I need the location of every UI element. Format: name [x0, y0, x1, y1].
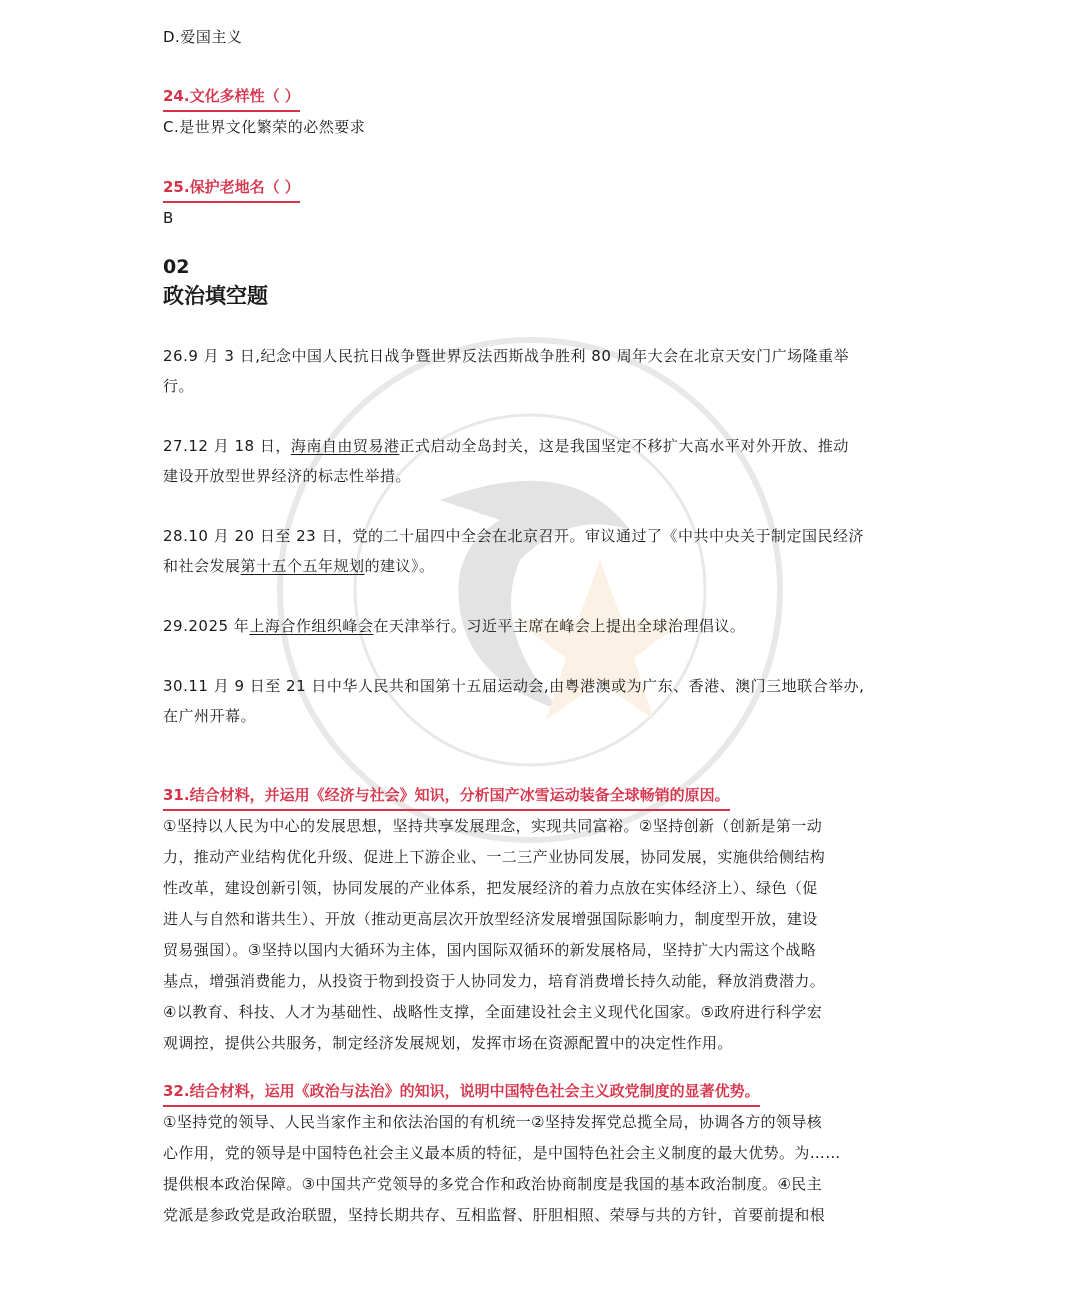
- question-32: 32.结合材料，运用《政治与法治》的知识，说明中国特色社会主义政党制度的显著优势。: [163, 1077, 760, 1107]
- item-28-underlined: 第十五个五年规划: [240, 557, 365, 575]
- option-d-answer: D.爱国主义: [163, 28, 243, 46]
- item-29-suffix: 在天津举行。习近平主席在峰会上提出全球治理倡议。: [373, 617, 746, 635]
- item-27: [163, 431, 923, 491]
- item-30-line-2: 在广州开幕。: [163, 707, 257, 725]
- question-24: 24.文化多样性（ ）: [163, 82, 300, 112]
- answer-31-line: ①坚持以人民为中心的发展思想，坚持共享发展理念，实现共同富裕。②坚持创新（创新是第一动: [163, 817, 823, 835]
- answer-31-line: 观调控，提供公共服务，制定经济发展规划，发挥市场在资源配置中的决定性作用。: [163, 1034, 733, 1052]
- item-28-prefix: 和社会发展: [163, 557, 241, 575]
- answer-31-line: 贸易强国）。③坚持以国内大循环为主体，国内国际双循环的新发展格局，坚持扩大内需这个战略: [163, 941, 817, 959]
- item-28: [163, 521, 923, 581]
- item-26-line-2: 行。: [163, 377, 195, 395]
- item-29-prefix: 29.2025 年: [163, 617, 250, 635]
- answer-31-line: ④以教育、科技、人才为基础性、战略性支撑，全面建设社会主义现代化国家。⑤政府进行科学宏: [163, 1003, 823, 1021]
- answer-31-line: 基点，增强消费能力，从投资于物到投资于人协同发力，培育消费增长持久动能，释放消费潜力。: [163, 972, 826, 990]
- answer-31-line: 性改革，建设创新引领，协同发展的产业体系，把发展经济的着力点放在实体经济上）、绿色（促: [163, 879, 818, 897]
- question-25: 25.保护老地名（ ）: [163, 173, 300, 203]
- item-28-line-1: 28.10 月 20 日至 23 日，党的二十届四中全会在北京召开。审议通过了《中共中央关于制定国民经济: [163, 527, 864, 545]
- answer-24: C.是世界文化繁荣的必然要求: [163, 118, 366, 136]
- item-27-prefix: 27.12 月 18 日，: [163, 437, 291, 455]
- item-29: [163, 611, 923, 641]
- item-26-line-1: 26.9 月 3 日,纪念中国人民抗日战争暨世界反法西斯战争胜利 80 周年大会在北京天安门广场隆重举: [163, 347, 850, 365]
- section-title: 政治填空题: [163, 284, 268, 308]
- item-29-underlined: 上海合作组织峰会: [249, 617, 374, 635]
- item-30: [163, 671, 923, 731]
- item-27-line-2: 建设开放型世界经济的标志性举措。: [163, 467, 412, 485]
- item-27-rest: 正式启动全岛封关，这是我国坚定不移扩大高水平对外开放、推动: [399, 437, 849, 455]
- answer-32: [163, 1107, 923, 1231]
- answer-32-line: 党派是参政党是政治联盟，坚持长期共存、互相监督、肝胆相照、荣辱与共的方针，首要前提和根: [163, 1206, 826, 1224]
- answer-32-line: ①坚持党的领导、人民当家作主和依法治国的有机统一②坚持发挥党总揽全局，协调各方的领导核: [163, 1113, 823, 1131]
- item-28-suffix: 的建议》。: [364, 557, 435, 575]
- answer-32-line: 心作用，党的领导是中国特色社会主义最本质的特征，是中国特色社会主义制度的最大优势。为……: [163, 1144, 841, 1162]
- answer-31-line: 力，推动产业结构优化升级、促进上下游企业、一二三产业协同发展，协同发展，实施供给侧结构: [163, 848, 826, 866]
- answer-31: [163, 811, 923, 1059]
- section-number: 02: [163, 256, 190, 278]
- answer-32-line: 提供根本政治保障。③中国共产党领导的多党合作和政治协商制度是我国的基本政治制度。④民主: [163, 1175, 823, 1193]
- item-27-underlined: 海南自由贸易港: [290, 437, 400, 455]
- item-30-line-1: 30.11 月 9 日至 21 日中华人民共和国第十五届运动会,由粤港澳或为广东、香港、澳门三地联合举办,: [163, 677, 865, 695]
- answer-31-line: 进人与自然和谐共生）、开放（推动更高层次开放型经济发展增强国际影响力，制度型开放，建设: [163, 910, 818, 928]
- content-column: [163, 22, 923, 1231]
- answer-25: B: [163, 209, 174, 227]
- item-26: [163, 341, 923, 401]
- question-31: 31.结合材料，并运用《经济与社会》知识，分析国产冰雪运动装备全球畅销的原因。: [163, 781, 730, 811]
